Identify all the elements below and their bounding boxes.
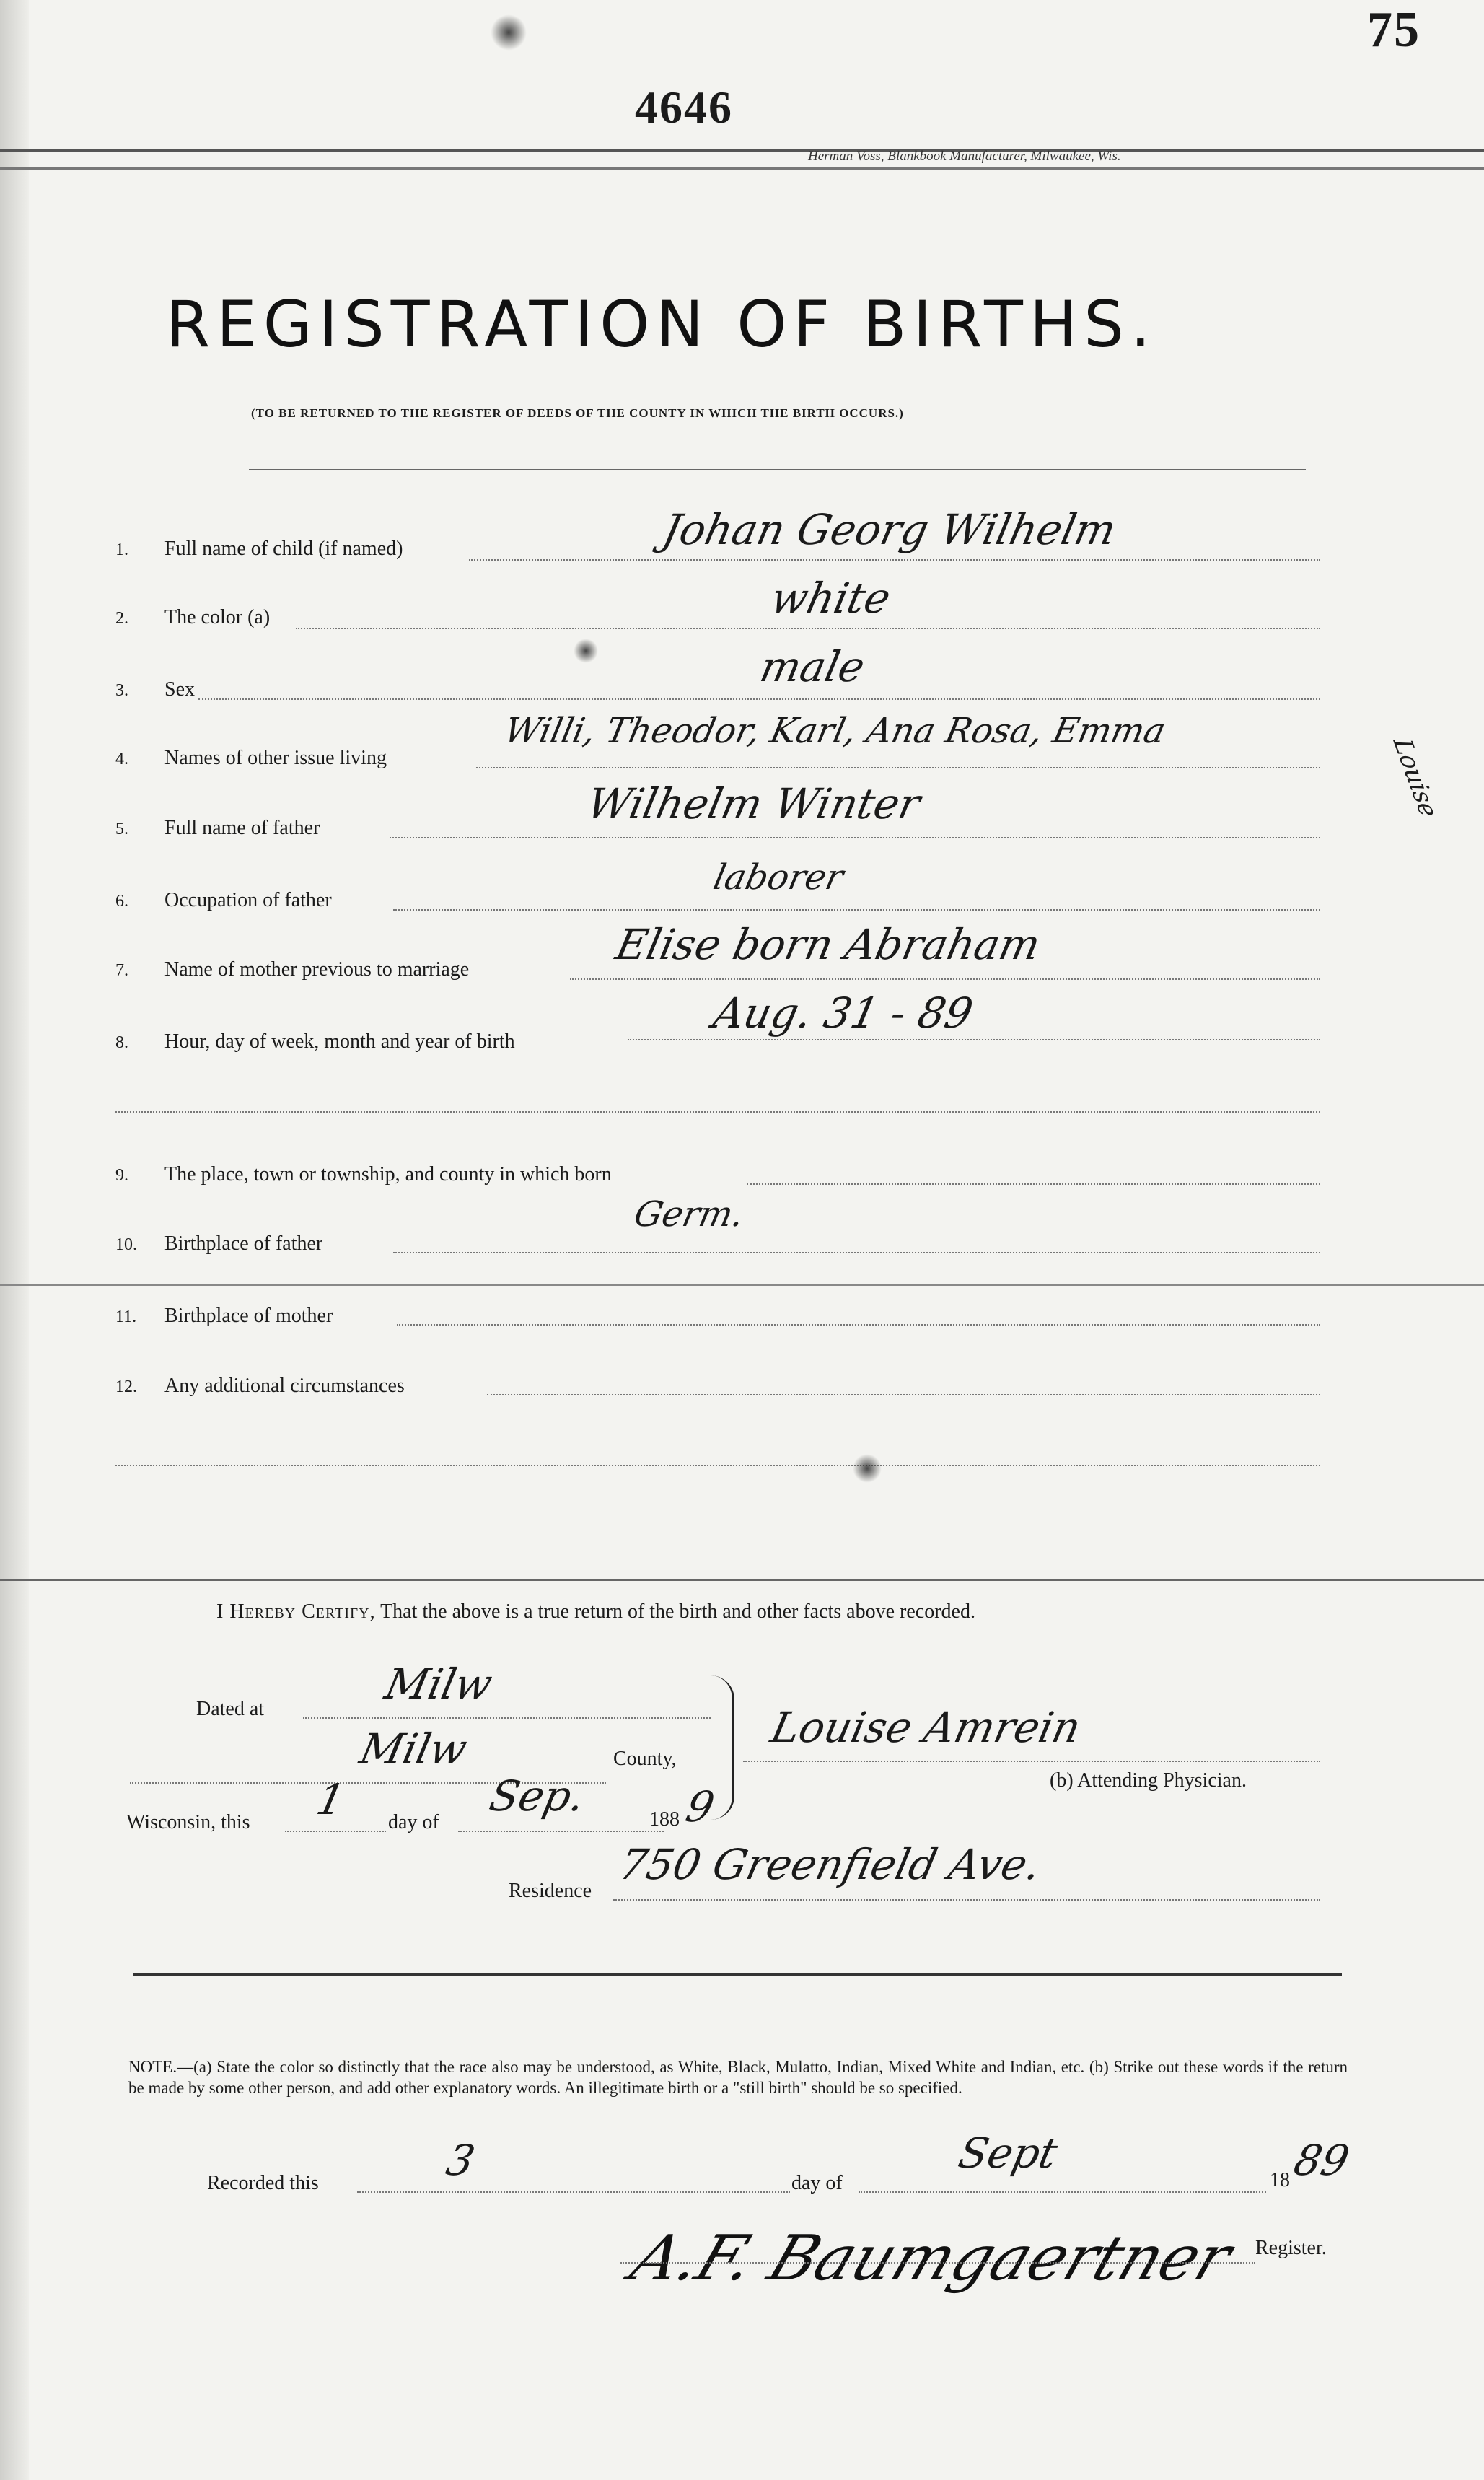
field-sex-label: 3. Sex xyxy=(115,678,195,701)
dated-at-label: Dated at xyxy=(196,1698,265,1720)
field-other-issue-label: 4. Names of other issue living xyxy=(115,747,387,769)
mother-maiden-name-value: Elise born Abraham xyxy=(611,920,1045,969)
field-line xyxy=(743,1761,1320,1762)
father-birthplace-value: Germ. xyxy=(631,1194,748,1235)
field-color-label: 2. The color (a) xyxy=(115,606,271,628)
field-additional-circumstances-label: 12. Any additional circumstances xyxy=(115,1375,405,1397)
form-subtitle: (TO BE RETURNED TO THE REGISTER OF DEEDS OF THE COUNTY IN WHICH THE BIRTH OCCURS.) xyxy=(251,406,904,420)
field-line xyxy=(198,698,1320,700)
field-line xyxy=(296,628,1320,629)
sex-value: male xyxy=(755,642,869,691)
field-line xyxy=(115,1111,1320,1113)
field-line xyxy=(487,1394,1320,1395)
scan-smudge xyxy=(853,1454,882,1483)
scan-smudge xyxy=(491,14,527,51)
certification-statement: I Hereby Certify, That the above is a true return of the birth and other facts above recorded. xyxy=(216,1600,975,1623)
header-rule xyxy=(0,149,1484,170)
field-line xyxy=(393,909,1320,911)
register-label: Register. xyxy=(1255,2237,1327,2259)
field-line xyxy=(620,2262,1255,2264)
child-name-value: Johan Georg Wilhelm xyxy=(658,505,1120,554)
form-title: REGISTRATION OF BIRTHS. xyxy=(166,287,1157,362)
certification-end-rule xyxy=(133,1973,1342,1976)
page-number: 75 xyxy=(1367,2,1421,58)
field-line xyxy=(613,1899,1320,1901)
ledger-rule xyxy=(0,1284,1484,1286)
field-line xyxy=(458,1831,664,1832)
field-line xyxy=(357,2191,790,2193)
wisconsin-label: Wisconsin, this xyxy=(126,1811,250,1833)
field-line xyxy=(628,1039,1320,1040)
field-line xyxy=(285,1831,386,1832)
certify-month-value: Sep. xyxy=(485,1771,589,1820)
field-line xyxy=(397,1324,1320,1326)
field-line xyxy=(303,1717,711,1719)
birth-time-value: Aug. 31 - 89 xyxy=(708,989,978,1038)
physician-name-value: Louise Amrein xyxy=(766,1703,1085,1752)
certify-year-prefix: 188 xyxy=(649,1808,680,1831)
residence-label: Residence xyxy=(509,1880,592,1902)
field-mother-maiden-name-label: 7. Name of mother previous to marriage xyxy=(115,958,470,981)
county-label: County, xyxy=(613,1748,677,1770)
field-line xyxy=(469,559,1320,561)
recorded-day-value: 3 xyxy=(442,2136,480,2185)
certify-year-suffix: 9 xyxy=(681,1782,719,1831)
field-line xyxy=(859,2191,1266,2193)
field-line xyxy=(747,1183,1320,1185)
field-birth-place-label: 9. The place, town or township, and county in which born xyxy=(115,1163,612,1186)
field-birth-time-label: 8. Hour, day of week, month and year of birth xyxy=(115,1030,515,1053)
father-name-value: Wilhelm Winter xyxy=(582,779,925,828)
residence-value: 750 Greenfield Ave. xyxy=(615,1840,1045,1889)
recorded-this-label: Recorded this xyxy=(207,2172,319,2194)
certification-brace xyxy=(711,1675,734,1820)
county-value: Milw xyxy=(355,1725,472,1774)
field-father-name-label: 5. Full name of father xyxy=(115,817,320,839)
field-line xyxy=(115,1465,1320,1466)
color-value: white xyxy=(766,574,895,623)
field-mother-birthplace-label: 11. Birthplace of mother xyxy=(115,1305,333,1327)
recorded-year-prefix: 18 xyxy=(1270,2169,1290,2191)
other-issue-overflow-value: Louise xyxy=(1387,737,1444,819)
registration-number: 4646 xyxy=(635,82,733,133)
recorded-year-suffix: 89 xyxy=(1289,2136,1354,2185)
field-line xyxy=(476,767,1320,768)
field-child-name-label: 1. Full name of child (if named) xyxy=(115,538,403,560)
book-binding-edge xyxy=(0,0,29,2480)
scan-smudge xyxy=(574,639,598,663)
field-line xyxy=(390,837,1320,838)
section-rule xyxy=(0,1579,1484,1581)
physician-label: (b) Attending Physician. xyxy=(1050,1769,1247,1792)
certify-day-of-label: day of xyxy=(388,1811,439,1833)
recorded-month-value: Sept xyxy=(954,2129,1062,2178)
register-signature: A.F. Baumgaertner xyxy=(621,2222,1242,2295)
field-line xyxy=(570,978,1320,980)
field-father-birthplace-label: 10. Birthplace of father xyxy=(115,1232,323,1255)
recorded-day-of-label: day of xyxy=(791,2172,843,2194)
field-line xyxy=(393,1252,1320,1253)
dated-at-value: Milw xyxy=(380,1660,497,1709)
field-father-occupation-label: 6. Occupation of father xyxy=(115,889,332,911)
other-issue-value: Willi, Theodor, Karl, Ana Rosa, Emma xyxy=(501,711,1169,751)
father-occupation-value: laborer xyxy=(710,857,847,898)
certify-day-value: 1 xyxy=(312,1775,350,1824)
manufacturer-imprint: Herman Voss, Blankbook Manufacturer, Milwaukee, Wis. xyxy=(808,149,1121,164)
title-rule xyxy=(249,469,1306,470)
form-note: NOTE.—(a) State the color so distinctly that the race also may be understood, as White, Black, Mulatto, Indian, Mixed White and Indian, etc. (b) Strike out these words if the return be made by some other person, and add other explanatory words. An illegitimate birth or a "still birth" should be so specified. xyxy=(128,2058,1348,2097)
